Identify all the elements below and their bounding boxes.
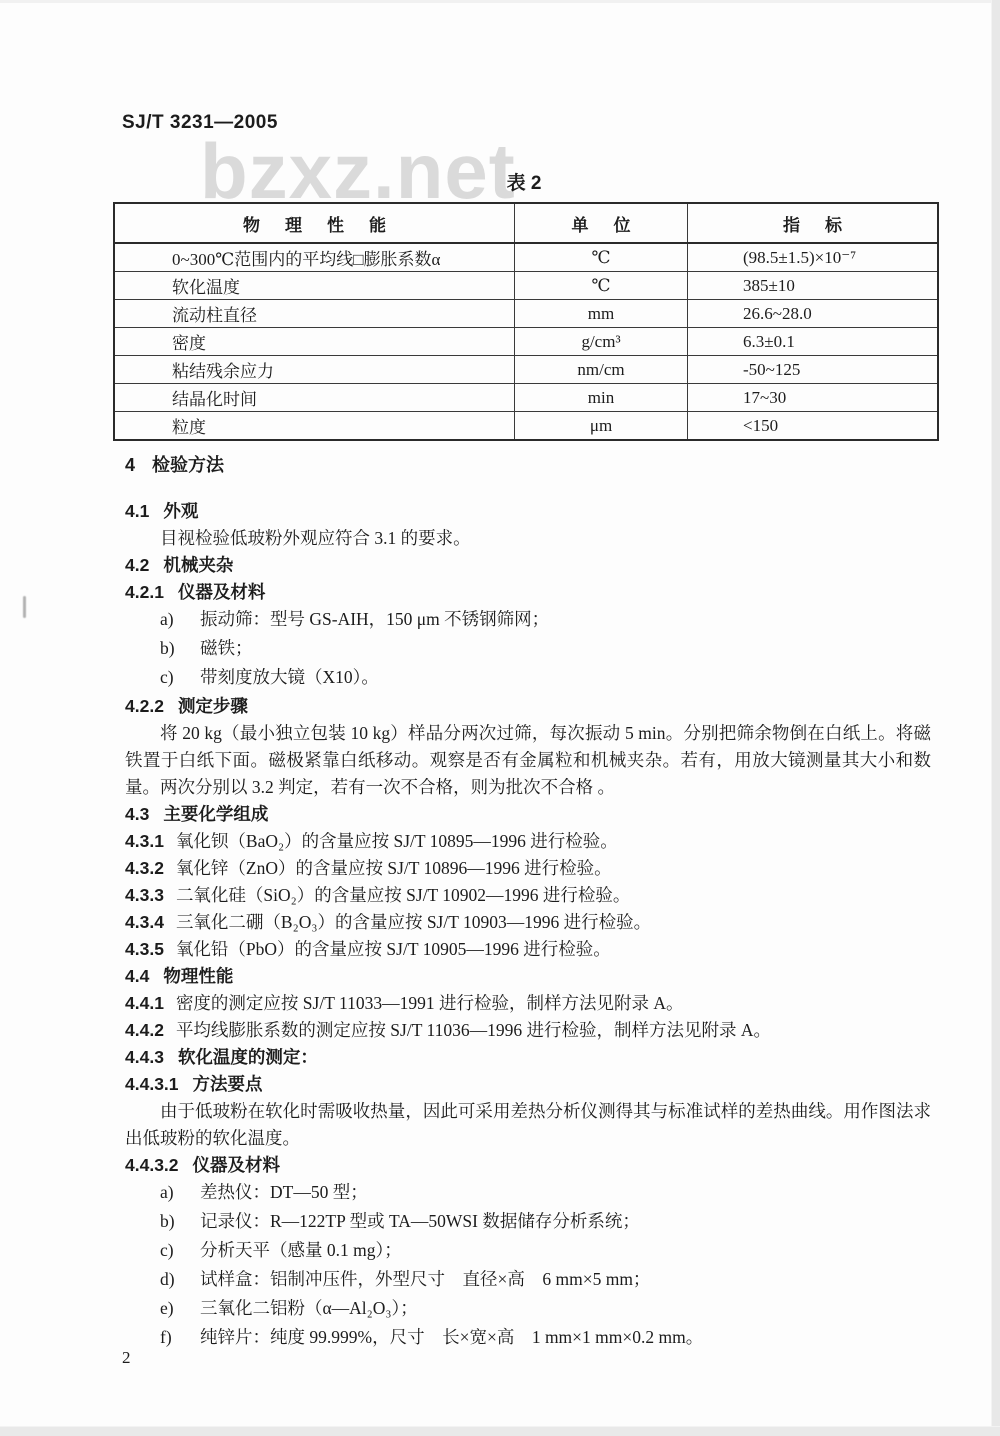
property-cell: 结晶化时间 <box>172 390 257 409</box>
section-heading <box>125 1152 931 1179</box>
list-item-label: c) <box>160 667 174 687</box>
heading-number: 4.3 <box>125 804 150 824</box>
unit-cell: μm <box>514 412 687 439</box>
value-cell: (98.5±1.5)×10⁻⁷ <box>687 244 937 271</box>
clause-number: 4.3.2 <box>125 858 164 878</box>
heading-number: 4 <box>125 455 136 475</box>
clause-number: 4.4.1 <box>125 993 164 1013</box>
heading-title: 方法要点 <box>192 1074 263 1094</box>
property-cell: 流动柱直径 <box>172 306 257 325</box>
value-cell: 6.3±0.1 <box>687 328 937 355</box>
list-item-label: a) <box>160 609 174 629</box>
list-item-text: 试样盒：铝制冲压件，外型尺寸 直径×高 6 mm×5 mm； <box>200 1269 651 1289</box>
scan-edge-bottom <box>0 1426 1000 1436</box>
unit-cell: min <box>514 384 687 411</box>
property-cell: 密度 <box>172 334 206 353</box>
list-item-text: 纯锌片：纯度 99.999%，尺寸 长×宽×高 1 mm×1 mm×0.2 mm。 <box>200 1327 704 1347</box>
property-cell: 软化温度 <box>172 278 240 297</box>
header-cell-property: 物 理 性 能 <box>243 215 390 235</box>
list-item-label: c) <box>160 1240 174 1260</box>
table-row <box>115 244 937 271</box>
section-heading <box>125 693 931 720</box>
list-item-label: f) <box>160 1327 172 1347</box>
scan-edge-right <box>991 0 1000 1436</box>
table-row <box>115 299 937 327</box>
heading-title: 外观 <box>163 501 199 521</box>
heading-title: 仪器及材料 <box>192 1155 281 1175</box>
value-cell: 385±10 <box>687 272 937 299</box>
clause-text: 三氧化二硼（B₂O₃）的含量应按 SJ/T 10903—1996 进行检验。 <box>175 912 652 932</box>
list-item <box>125 606 931 633</box>
list-item <box>125 1266 931 1293</box>
section-heading <box>125 552 931 579</box>
clause-line <box>125 1017 931 1044</box>
list-item <box>125 1237 931 1264</box>
clause-line <box>125 882 931 909</box>
heading-title: 仪器及材料 <box>177 582 266 602</box>
heading-number: 4.2 <box>125 555 150 575</box>
clause-number: 4.4.2 <box>125 1020 164 1040</box>
heading-number: 4.4.3.1 <box>125 1074 179 1094</box>
heading-number: 4.4.3 <box>125 1047 164 1067</box>
list-item <box>125 1179 931 1206</box>
list-item-label: b) <box>160 638 175 658</box>
list-item <box>125 664 931 691</box>
table-header-row <box>115 204 937 244</box>
value-cell: -50~125 <box>687 356 937 383</box>
property-cell: 粒度 <box>172 418 206 437</box>
clause-text: 二氧化硅（SiO₂）的含量应按 SJ/T 10902—1996 进行检验。 <box>175 885 631 905</box>
table-caption: 表 2 <box>506 173 542 194</box>
unit-cell: mm <box>514 300 687 327</box>
list-item-text: 三氧化二铝粉（α—Al₂O₃）； <box>200 1298 418 1318</box>
unit-cell: ℃ <box>514 272 687 299</box>
list-item <box>125 1324 931 1351</box>
header-cell-index: 指 标 <box>687 204 937 242</box>
list-item <box>125 635 931 662</box>
scan-edge-top <box>0 0 1000 3</box>
list-item-text: 带刻度放大镜（X10）。 <box>200 667 379 687</box>
heading-title: 机械夹杂 <box>163 555 234 575</box>
list-item-text: 分析天平（感量 0.1 mg）； <box>200 1240 402 1260</box>
heading-title: 检验方法 <box>152 455 225 475</box>
list-item-label: d) <box>160 1269 175 1289</box>
paragraph: 目视检验低玻粉外观应符合 3.1 的要求。 <box>160 528 471 548</box>
clause-text: 氧化钡（BaO₂）的含量应按 SJ/T 10895—1996 进行检验。 <box>175 831 618 851</box>
heading-number: 4.2.1 <box>125 582 164 602</box>
section-heading <box>125 452 931 479</box>
clause-text: 平均线膨胀系数的测定应按 SJ/T 11036—1996 进行检验，制样方法见附录 A。 <box>175 1020 771 1040</box>
list-item-label: b) <box>160 1211 175 1231</box>
table-row <box>115 355 937 383</box>
section-heading <box>125 1071 931 1098</box>
value-cell: <150 <box>687 412 937 439</box>
table-row <box>115 383 937 411</box>
header-cell-unit: 单 位 <box>514 204 687 242</box>
clause-number: 4.3.3 <box>125 885 164 905</box>
heading-number: 4.4.3.2 <box>125 1155 179 1175</box>
content <box>125 452 931 1353</box>
list-item-label: e) <box>160 1298 174 1318</box>
scan-artifact-mark <box>23 596 26 618</box>
heading-title: 测定步骤 <box>177 696 248 716</box>
watermark-text: bzxz.net <box>200 127 516 215</box>
property-cell: 0~300℃范围内的平均线□膨胀系数α <box>172 250 441 269</box>
heading-number: 4.2.2 <box>125 696 164 716</box>
list-item-text: 差热仪：DT—50 型； <box>200 1182 368 1202</box>
list-item-text: 振动筛：型号 GS-AIH，150 μm 不锈钢筛网； <box>200 609 550 629</box>
list-item <box>125 1208 931 1235</box>
section-heading <box>125 1044 931 1071</box>
clause-line <box>125 828 931 855</box>
list-item-text: 记录仪：R—122TP 型或 TA—50WSI 数据储存分析系统； <box>200 1211 640 1231</box>
table-row <box>115 327 937 355</box>
paragraph: 将 20 kg（最小独立包装 10 kg）样品分两次过筛，每次振动 5 min。分别把筛余物倒在白纸上。将磁铁置于白纸下面。磁极紧靠白纸移动。观察是否有金属粒和机械夹杂。若有，用放大镜测量其大小和数量。两次分别以 3.2 判定，若有一次不合格，则为批次不合格 。 <box>125 723 931 797</box>
clause-line <box>125 909 931 936</box>
unit-cell: g/cm³ <box>514 328 687 355</box>
unit-cell: nm/cm <box>514 356 687 383</box>
clause-number: 4.3.4 <box>125 912 164 932</box>
list-item <box>125 1295 931 1322</box>
heading-number: 4.1 <box>125 501 150 521</box>
list-item-label: a) <box>160 1182 174 1202</box>
clause-number: 4.3.5 <box>125 939 164 959</box>
table-row <box>115 271 937 299</box>
heading-title: 主要化学组成 <box>163 804 269 824</box>
heading-number: 4.4 <box>125 966 150 986</box>
table-row <box>115 411 937 439</box>
clause-line <box>125 990 931 1017</box>
standard-number: SJ/T 3231—2005 <box>122 112 278 133</box>
value-cell: 26.6~28.0 <box>687 300 937 327</box>
value-cell: 17~30 <box>687 384 937 411</box>
heading-title: 软化温度的测定： <box>177 1047 318 1067</box>
section-heading <box>125 498 931 525</box>
physical-properties-table <box>113 202 939 441</box>
clause-line <box>125 855 931 882</box>
paragraph: 由于低玻粉在软化时需吸收热量，因此可采用差热分析仪测得其与标准试样的差热曲线。用作图法求出低玻粉的软化温度。 <box>125 1101 931 1148</box>
property-cell: 粘结残余应力 <box>172 362 274 381</box>
section-heading <box>125 801 931 828</box>
table-body <box>115 244 937 439</box>
clause-text: 密度的测定应按 SJ/T 11033—1991 进行检验，制样方法见附录 A。 <box>175 993 684 1013</box>
clause-text: 氧化锌（ZnO）的含量应按 SJ/T 10896—1996 进行检验。 <box>175 858 612 878</box>
clause-number: 4.3.1 <box>125 831 164 851</box>
list-item-text: 磁铁； <box>200 638 253 658</box>
unit-cell: ℃ <box>514 244 687 271</box>
heading-title: 物理性能 <box>163 966 234 986</box>
page-number: 2 <box>122 1348 131 1367</box>
section-heading <box>125 579 931 606</box>
clause-line <box>125 936 931 963</box>
section-heading <box>125 963 931 990</box>
clause-text: 氧化铅（PbO）的含量应按 SJ/T 10905—1996 进行检验。 <box>175 939 611 959</box>
